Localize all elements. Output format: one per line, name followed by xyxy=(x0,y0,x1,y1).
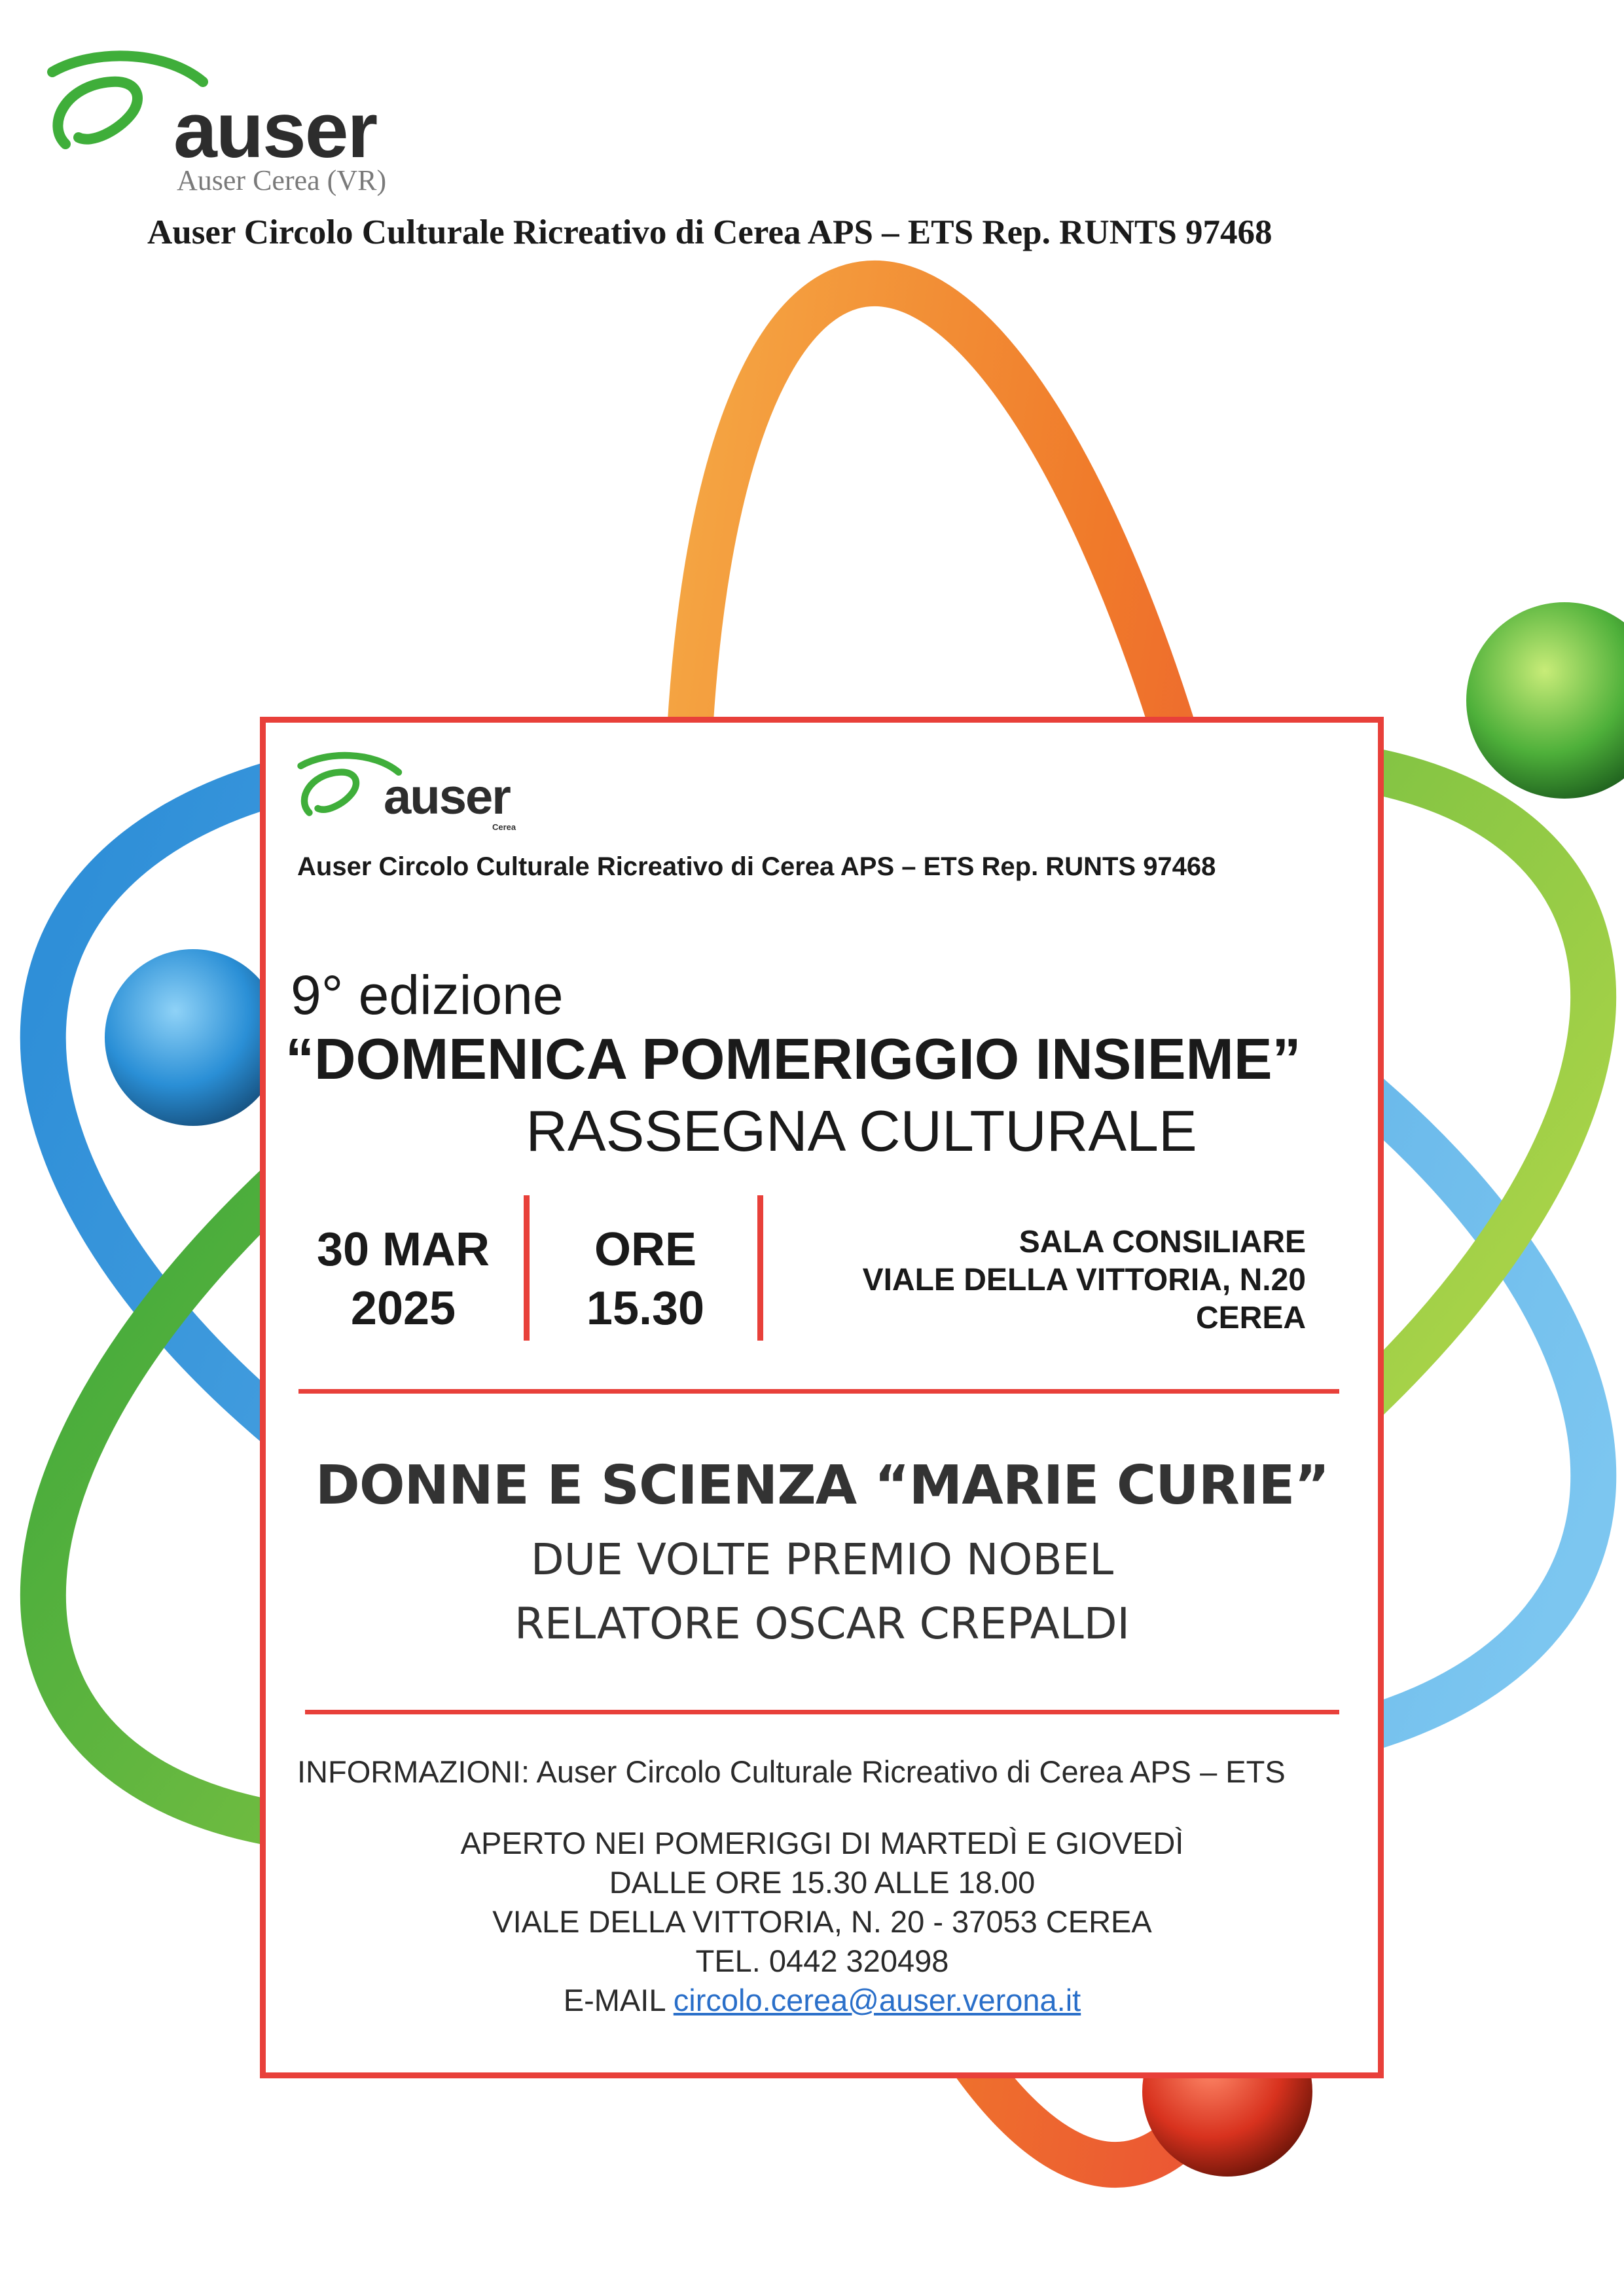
association-line: Auser Circolo Culturale Ricreativo di Cerea APS – ETS Rep. RUNTS 97468 xyxy=(297,852,1216,881)
opening-hours: DALLE ORE 15.30 ALLE 18.00 xyxy=(609,1865,1036,1900)
talk-title: DONNE E SCIENZA “MARIE CURIE” xyxy=(315,1455,1329,1517)
brand-name: auser xyxy=(173,86,377,174)
email-label: E-MAIL xyxy=(563,1983,674,2017)
edition-label: 9° edizione xyxy=(291,964,564,1026)
event-venue xyxy=(717,1223,1306,1337)
event-time-value: 15.30 xyxy=(586,1282,705,1335)
venue-city: CEREA xyxy=(1195,1301,1306,1335)
auser-logo xyxy=(39,46,406,203)
brand-name-small: auser xyxy=(384,769,510,825)
contact-phone: TEL. 0442 320498 xyxy=(695,1943,949,1978)
venue-street: VIALE DELLA VITTORIA, N.20 xyxy=(862,1263,1306,1297)
divider-horizontal xyxy=(305,1710,1339,1714)
divider-horizontal xyxy=(298,1389,1339,1394)
event-date-year: 2025 xyxy=(350,1282,456,1335)
brand-location: Auser Cerea (VR) xyxy=(177,164,387,196)
electron-blue xyxy=(105,949,281,1126)
auser-logo-small xyxy=(292,749,541,854)
talk-subtitle: DUE VOLTE PREMIO NOBEL xyxy=(530,1534,1114,1585)
talk-speaker: RELATORE OSCAR CREPALDI xyxy=(514,1599,1130,1649)
venue-name: SALA CONSILIARE xyxy=(1019,1225,1306,1259)
event-info-box xyxy=(260,717,1384,2078)
event-time-label: ORE xyxy=(594,1223,697,1276)
event-date xyxy=(305,1220,501,1338)
opening-days: APERTO NEI POMERIGGI DI MARTEDÌ E GIOVEDÌ xyxy=(460,1826,1184,1860)
email-link[interactable]: circolo.cerea@auser.verona.it xyxy=(673,1983,1081,2017)
contact-info xyxy=(266,1824,1379,2020)
event-date-day: 30 MAR xyxy=(316,1223,490,1276)
brand-location-small: Cerea xyxy=(492,822,516,832)
event-title: “DOMENICA POMERIGGIO INSIEME” xyxy=(285,1026,1301,1091)
contact-email-row xyxy=(266,1981,1379,2020)
event-time xyxy=(547,1220,744,1338)
event-subtitle: RASSEGNA CULTURALE xyxy=(526,1098,1197,1163)
divider-vertical xyxy=(524,1195,530,1341)
contact-address: VIALE DELLA VITTORIA, N. 20 - 37053 CEREA xyxy=(492,1904,1152,1939)
info-heading: INFORMAZIONI: Auser Circolo Culturale Ricreativo di Cerea APS – ETS xyxy=(297,1754,1286,1789)
electron-green xyxy=(1466,602,1624,799)
association-header: Auser Circolo Culturale Ricreativo di Cerea APS – ETS Rep. RUNTS 97468 xyxy=(147,213,1272,251)
